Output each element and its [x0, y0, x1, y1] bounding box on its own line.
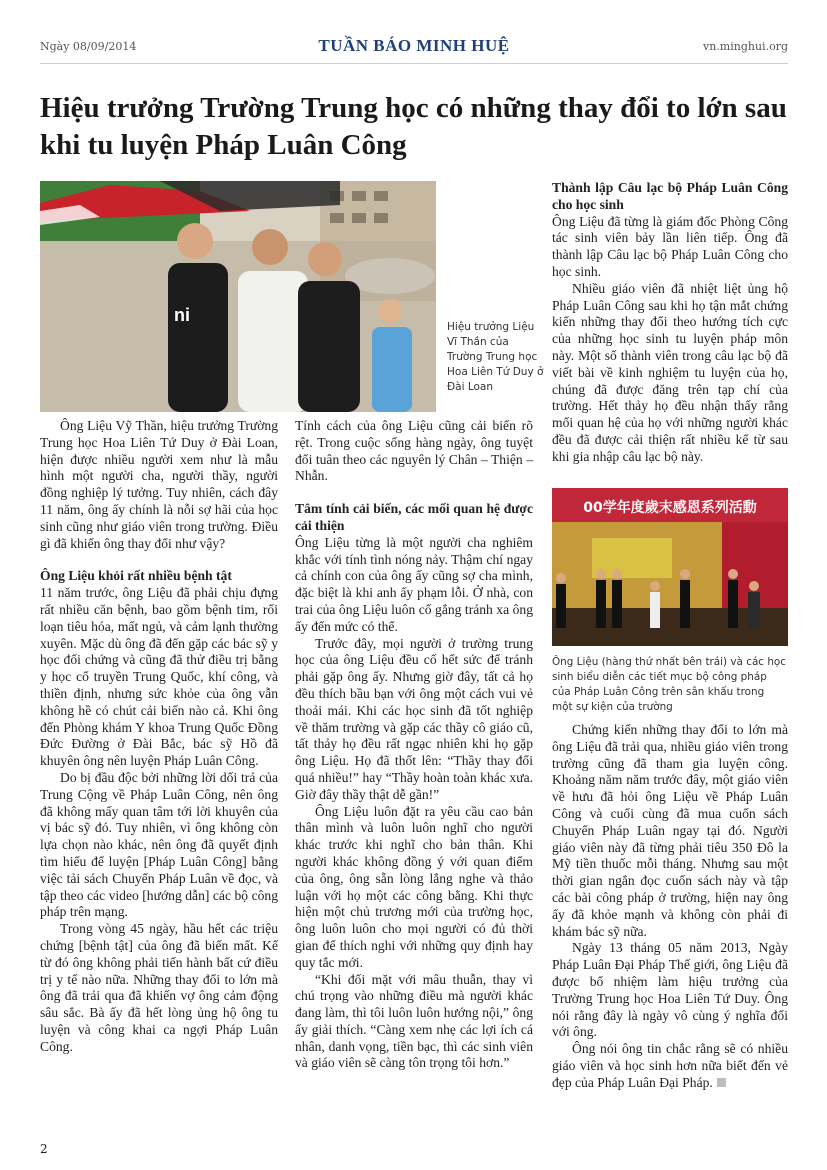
section-heading: Ông Liệu khỏi rất nhiều bệnh tật — [40, 568, 232, 584]
paragraph — [552, 1041, 788, 1091]
principal-photo-image — [40, 181, 436, 412]
paragraph: Tính cách của ông Liệu cũng cải biến rõ rệt. Trong cuộc sống hàng ngày, ông tuyệt đối tuân theo các nguyên lý Chân – Thiện – Nhẫn. — [295, 418, 533, 484]
paragraph: “Khi đối mặt với mâu thuẫn, thay vì chú trọng vào những điều mà người khác đang làm, thì tôi luôn luôn hướng nội,” ông ấy giải thích. “Càng xem nhẹ các lợi ích cá nhân, danh vọng, tiền bạc, thì các sinh viên và giáo viên sẽ càng tôn trọng tôi hơn.” — [295, 971, 533, 1071]
paragraph: Ông Liệu đã từng là giám đốc Phòng Công tác sinh viên bảy lần liên tiếp. Ông đã thành lập Câu lạc bộ Pháp Luân Công cho học sinh. — [552, 213, 788, 279]
publication-title: TUẦN BÁO MINH HUỆ — [318, 36, 510, 55]
page-number: 2 — [40, 1142, 48, 1156]
stage-event-photo — [552, 488, 788, 646]
article-headline: Hiệu trưởng Trường Trung học có những thay đổi to lớn sau khi tu luyện Pháp Luân Công — [40, 92, 787, 161]
paragraph: Ông Liệu từng là một người cha nghiêm khắc với tính tình nóng nảy. Thậm chí ngay cả chính con của ông ấy cũng sợ cha mình, đặc biệt là khi anh ấy phạm lỗi. Ở nhà, con trai của ông Liệu luôn cố gắng tránh xa ông ấy đến mức có thể. — [295, 534, 533, 634]
paragraph: Nhiều giáo viên đã nhiệt liệt ủng hộ Pháp Luân Công sau khi họ tận mắt chứng kiến những thay đổi theo hướng tích cực của những học sinh tu luyện pháp môn này. Một số thành viên trong câu lạc bộ đã viết bài về kinh nghiệm tu luyện của họ, chúng đã được đăng trên tạp chí của trường. Hết thảy họ đều nhận thấy rằng mối quan hệ của họ với những người khác đều đã được cải thiện rất nhiều kể từ sau khi gia nhập câu lạc bộ này. — [552, 280, 788, 464]
principal-photo — [40, 181, 436, 412]
paragraph: 11 năm trước, ông Liệu đã phải chịu đựng rất nhiều căn bệnh, bao gồm bệnh tim, rối loạn tiêu hóa, mất ngủ, và cảm lạnh thường xuyên. Mặc dù ông đã đến gặp các bác sỹ y học đối chứng và cũng đã thử điều trị bằng y học cổ truyền Trung Quốc, khí công, và thiền định, nhưng sức khỏe của ông vẫn không hề có chút cải biến nào cả. Khi ông đến Phòng khám Y khoa Trung Quốc Đồng Đức Đường ở Đài Bắc, bác sỹ Hồ đã khuyên ông nên luyện Pháp Luân Công. — [40, 585, 278, 769]
closing-text: Ông nói ông tin chắc rằng sẽ có nhiều giáo viên và học sinh hơn nữa biết đến vẻ đẹp của Pháp Luân Đại Pháp. — [552, 1041, 788, 1090]
paragraph: Trước đây, mọi người ở trường trung học của ông Liệu đều cố hết sức để tránh phải gặp ông ấy. Nhưng giờ đây, tất cả họ đều thích bầu bạn với ông một cách vui vẻ thoải mái. Khi các học sinh đã tốt nghiệp về thăm trường và gặp các thầy cô giáo cũ, tất thảy họ đều rất ngạc nhiên khi họ gặp ông Liệu. Họ đã thốt lên: “Thầy thay đổi quá nhiều!” hay “Thầy hoàn toàn khác xưa. Giờ đây thầy thật dễ gần!” — [295, 635, 533, 802]
end-mark — [717, 1078, 726, 1087]
paragraph: Do bị đầu độc bởi những lời dối trá của Trung Cộng về Pháp Luân Công, nên ông đã không mấy quan tâm tới lời khuyên của vị bác sỹ đó. Tuy nhiên, vì ông không còn lựa chọn nào khác, nên ông đã quyết định tìm hiểu để luyện [Pháp Luân Công] bằng việc tải sách Chuyển Pháp Luân về đọc, và tập theo các video [hướng dẫn] các bộ công pháp trên mạng. — [40, 769, 278, 920]
site-url: vn.minghui.org — [703, 40, 788, 53]
paragraph: Chứng kiến những thay đổi to lớn mà ông Liệu đã trải qua, nhiều giáo viên trong trường cũng đã tham gia luyện công. Khoảng năm năm trước đây, một giáo viên về hưu đã hỏi ông Liệu về Pháp Luân Công và cuối cùng đã mua cuốn sách Chuyển Pháp Luân ngay tại đó. Người giáo viên này đã từng phải tiêu 350 Đô la Mỹ tiền thuốc mỗi tháng. Nhưng sau một thời gian ngắn đọc cuốn sách này và tập các bài công pháp ở trường, hiện nay ông ấy đã khỏe mạnh và không còn phải đi khám bác sỹ nữa. — [552, 722, 788, 939]
issue-date: Ngày 08/09/2014 — [40, 40, 137, 53]
article-column-3-bottom — [552, 722, 788, 1092]
paragraph: Ông Liệu Vỹ Thần, hiệu trưởng Trường Trung học Hoa Liên Tứ Duy ở Đài Loan, hiện được nhiều người xem như là mẫu hình một người cha, người thầy, người đồng nghiệp lý tưởng. Tuy nhiên, cách đây 11 năm, ông ấy chính là nỗi sợ hãi của học sinh cũng như giáo viên trong trường. Điều gì đã khiến ông thay đổi như vậy? — [40, 418, 278, 551]
shirt-text: ni — [174, 305, 190, 325]
paragraph: Ông Liệu luôn đặt ra yêu cầu cao bản thân mình và luôn luôn nghĩ cho người khác trước khi nghĩ cho bản thân. Khi người khác không đồng ý với quan điểm của ông, ông sẵn lòng lắng nghe và thảo luận với họ một các công bằng. Khi thực hiện một chủ trương mới của trường học, ông luôn luôn cho mọi người có đủ thời gian để thích nghi với những quy định hay quy tắc mới. — [295, 803, 533, 970]
paragraph: Ngày 13 tháng 05 năm 2013, Ngày Pháp Luân Đại Pháp Thế giới, ông Liệu đã được bổ nhiệm làm hiệu trưởng của Trường Trung học Hoa Liên Tứ Duy. Ông nói rằng đây là ngày vô cùng ý nghĩa đối với ông. — [552, 940, 788, 1040]
stage-banner: 00学年度歲末感恩系列活動 — [583, 500, 757, 516]
article-column-3-top — [552, 180, 788, 466]
article-column-2 — [295, 418, 533, 1072]
paragraph: Trong vòng 45 ngày, hầu hết các triệu chứng [bệnh tật] của ông đã biến mất. Kể từ đó ông không phải tiến hành bất cứ điều trị y tế nào nữa. Những thay đổi to lớn mà ông đã trải qua đã khiến vợ ông cảm động sâu sắc. Bà ấy đã hết lòng ủng hộ ông tu luyện và công khai ca ngợi Pháp Luân Công. — [40, 921, 278, 1054]
photo2-caption: Ông Liệu (hàng thứ nhất bên trái) và các học sinh biểu diễn các tiết mục bộ công pháp của Pháp Luân Công trên sân khấu trong một sự kiện của trường — [552, 656, 786, 713]
section-heading: Tâm tính cải biến, các mối quan hệ được cải thiện — [295, 501, 533, 533]
page-header — [40, 34, 788, 64]
section-heading: Thành lập Câu lạc bộ Pháp Luân Công cho học sinh — [552, 180, 788, 212]
stage-event-photo-image — [552, 488, 788, 646]
photo1-caption: Hiệu trưởng Liệu Vĩ Thần của Trường Trung học Hoa Liên Tứ Duy ở Đài Loan — [447, 321, 544, 393]
article-column-1 — [40, 418, 278, 1055]
